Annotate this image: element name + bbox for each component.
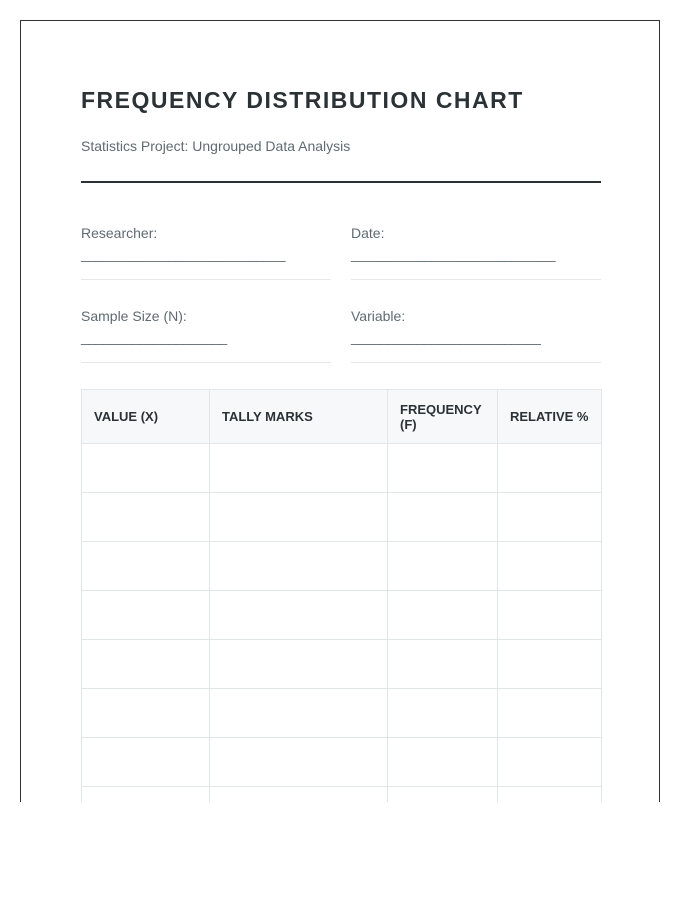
tally-cell[interactable] [210,444,388,493]
column-header-tally: TALLY MARKS [210,390,388,444]
table-row [82,493,602,542]
value-cell[interactable] [82,787,210,803]
column-header-value: VALUE (X) [82,390,210,444]
variable-label: Variable: [351,308,406,324]
frequency-cell[interactable] [388,689,498,738]
frequency-cell[interactable] [388,444,498,493]
frequency-cell[interactable] [388,640,498,689]
relative-cell[interactable] [498,738,602,787]
relative-cell[interactable] [498,493,602,542]
date-label: Date: [351,225,385,241]
header-divider [81,181,601,183]
value-cell[interactable] [82,493,210,542]
tally-cell[interactable] [210,787,388,803]
worksheet-page [20,20,660,802]
table-row [82,591,602,640]
tally-cell[interactable] [210,542,388,591]
value-cell[interactable] [82,640,210,689]
researcher-blank-line[interactable]: ____________________________ [81,246,286,262]
tally-cell[interactable] [210,738,388,787]
researcher-label: Researcher: [81,225,158,241]
date-blank-line[interactable]: ____________________________ [351,246,556,262]
page-title: FREQUENCY DISTRIBUTION CHART [81,87,524,113]
frequency-table [81,389,602,802]
variable-blank-line[interactable]: __________________________ [351,329,541,345]
sample-size-field[interactable] [81,308,331,363]
frequency-cell[interactable] [388,591,498,640]
researcher-field[interactable] [81,225,331,280]
table-row [82,738,602,787]
tally-cell[interactable] [210,591,388,640]
table-row [82,542,602,591]
column-header-frequency: FREQUENCY (F) [388,390,498,444]
relative-cell[interactable] [498,689,602,738]
tally-cell[interactable] [210,689,388,738]
relative-cell[interactable] [498,542,602,591]
table-header-row [82,390,602,444]
page-subtitle: Statistics Project: Ungrouped Data Analysis [81,138,351,154]
relative-cell[interactable] [498,591,602,640]
value-cell[interactable] [82,738,210,787]
date-field[interactable] [351,225,601,280]
frequency-cell[interactable] [388,738,498,787]
tally-cell[interactable] [210,640,388,689]
relative-cell[interactable] [498,444,602,493]
table-row [82,787,602,803]
frequency-cell[interactable] [388,542,498,591]
value-cell[interactable] [82,591,210,640]
frequency-cell[interactable] [388,493,498,542]
frequency-cell[interactable] [388,787,498,803]
table-row [82,640,602,689]
sample-size-label: Sample Size (N): [81,308,187,324]
tally-cell[interactable] [210,493,388,542]
table-row [82,689,602,738]
value-cell[interactable] [82,444,210,493]
table-row [82,444,602,493]
sample-size-blank-line[interactable]: ____________________ [81,329,227,345]
value-cell[interactable] [82,689,210,738]
value-cell[interactable] [82,542,210,591]
variable-field[interactable] [351,308,601,363]
relative-cell[interactable] [498,640,602,689]
column-header-relative: RELATIVE % [498,390,602,444]
relative-cell[interactable] [498,787,602,803]
